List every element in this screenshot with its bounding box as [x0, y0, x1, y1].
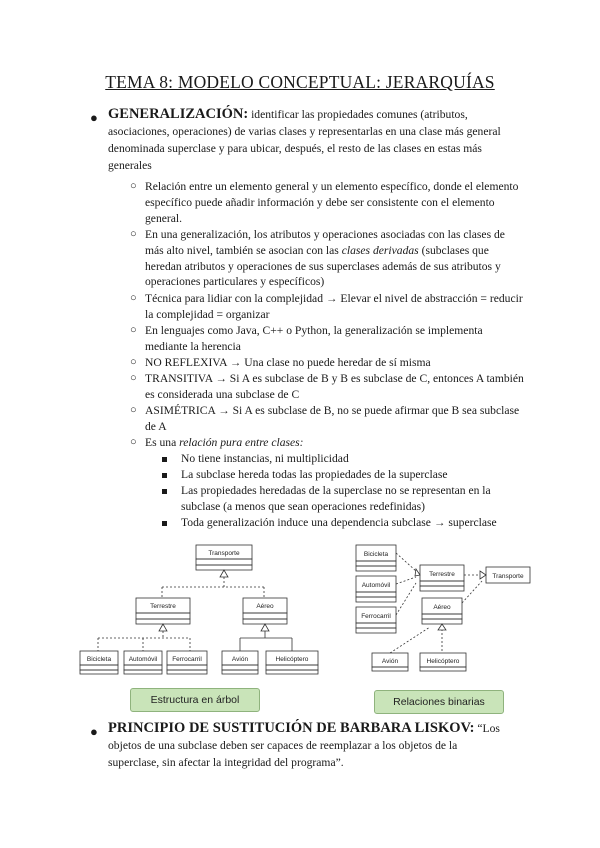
- class-helicoptero: Helicóptero: [426, 658, 460, 665]
- circle-bullet: ○: [130, 292, 137, 304]
- bullet-dot: ●: [90, 724, 98, 739]
- list-item: [145, 435, 525, 451]
- circle-bullet: ○: [130, 228, 137, 240]
- sub-list-item: No tiene instancias, ni multiplicidad: [181, 452, 349, 465]
- list-item: [145, 227, 525, 290]
- list-item: ASIMÉTRICA → Si A es subclase de B, no se puede afirmar que B sea subclase de A: [145, 404, 520, 433]
- square-bullet: [162, 473, 167, 478]
- class-automovil: Automóvil: [128, 656, 158, 663]
- class-aereo: Aéreo: [256, 603, 274, 610]
- list-item: Relación entre un elemento general y un elemento específico, donde el elemento específico puede añadir información y debe ser consistente con el elemento general.: [145, 180, 519, 225]
- list-item-text: En una generalización, los atributos y operaciones asociadas con las clases de más alto nivel, también se asocian con las: [145, 228, 505, 257]
- square-bullet: [162, 489, 167, 494]
- class-bicicleta: Bicicleta: [363, 551, 389, 558]
- sub-list-item: Las propiedades heredadas de la superclase no se representan en la subclase (a menos que sean operaciones redefinidas): [181, 484, 491, 513]
- list-item-text: Es una: [145, 436, 180, 449]
- caption-estructura-arbol: Estructura en árbol: [130, 688, 260, 712]
- class-transporte: Transporte: [492, 573, 524, 580]
- list-item: En lenguajes como Java, C++ o Python, la generalización se implementa mediante la herencia: [145, 324, 483, 353]
- class-bicicleta: Bicicleta: [86, 656, 112, 663]
- liskov-text: “Los objetos de una subclase deben ser capaces de reemplazar a los objetos de la superclase, sin afectar la integridad del programa”.: [108, 722, 500, 769]
- class-terrestre: Terrestre: [150, 603, 176, 610]
- class-ferrocarril: Ferrocarril: [172, 656, 202, 663]
- liskov-heading: PRINCIPIO DE SUSTITUCIÓN DE BARBARA LISKOV:: [108, 720, 475, 736]
- square-bullet: [162, 521, 167, 526]
- sub-list-item: Toda generalización induce una dependencia subclase → superclase: [181, 516, 497, 529]
- class-aereo: Aéreo: [433, 604, 451, 611]
- class-helicoptero: Helicóptero: [275, 656, 309, 663]
- list-item-italic: relación pura entre clases:: [179, 436, 304, 449]
- bullet-dot: ●: [90, 110, 98, 125]
- class-terrestre: Terrestre: [429, 571, 455, 578]
- binary-diagram: [350, 535, 535, 685]
- circle-bullet: ○: [130, 356, 137, 368]
- sub-list-item: La subclase hereda todas las propiedades de la superclase: [181, 468, 448, 481]
- list-item-text: (subclases que heredan atributos y operaciones de sus superclases además de sus atributos y operaciones particulares y específicos): [145, 243, 501, 289]
- class-ferrocarril: Ferrocarril: [361, 613, 391, 620]
- tree-diagram: [78, 535, 340, 685]
- generalizacion-text: identificar las propiedades comunes (atributos, asociaciones, operaciones) de varias clases y representarlas en una clase más general denominada superclase y para ubicar, después, el resto de las clases en estas más generales: [108, 108, 501, 172]
- page-title: TEMA 8: MODELO CONCEPTUAL: JERARQUÍAS: [105, 72, 495, 92]
- square-bullet: [162, 457, 167, 462]
- class-transporte: Transporte: [208, 550, 240, 557]
- class-avion: Avión: [381, 658, 399, 665]
- liskov-paragraph: [108, 720, 503, 771]
- circle-bullet: ○: [130, 436, 137, 448]
- generalizacion-paragraph: [108, 106, 523, 174]
- class-automovil: Automóvil: [361, 582, 391, 589]
- circle-bullet: ○: [130, 372, 137, 384]
- list-item: TRANSITIVA → Si A es subclase de B y B es subclase de C, entonces A también es considerada una subclase de C: [145, 372, 524, 401]
- circle-bullet: ○: [130, 324, 137, 336]
- generalizacion-heading: GENERALIZACIÓN:: [108, 106, 249, 122]
- list-item: NO REFLEXIVA → Una clase no puede heredar de sí misma: [145, 356, 431, 369]
- list-item-italic: clases derivadas: [341, 243, 419, 257]
- caption-relaciones-binarias: Relaciones binarias: [374, 690, 504, 714]
- list-item: Técnica para lidiar con la complejidad → Elevar el nivel de abstracción = reducir la complejidad = organizar: [145, 292, 523, 321]
- circle-bullet: ○: [130, 180, 137, 192]
- circle-bullet: ○: [130, 404, 137, 416]
- class-avion: Avión: [231, 656, 249, 663]
